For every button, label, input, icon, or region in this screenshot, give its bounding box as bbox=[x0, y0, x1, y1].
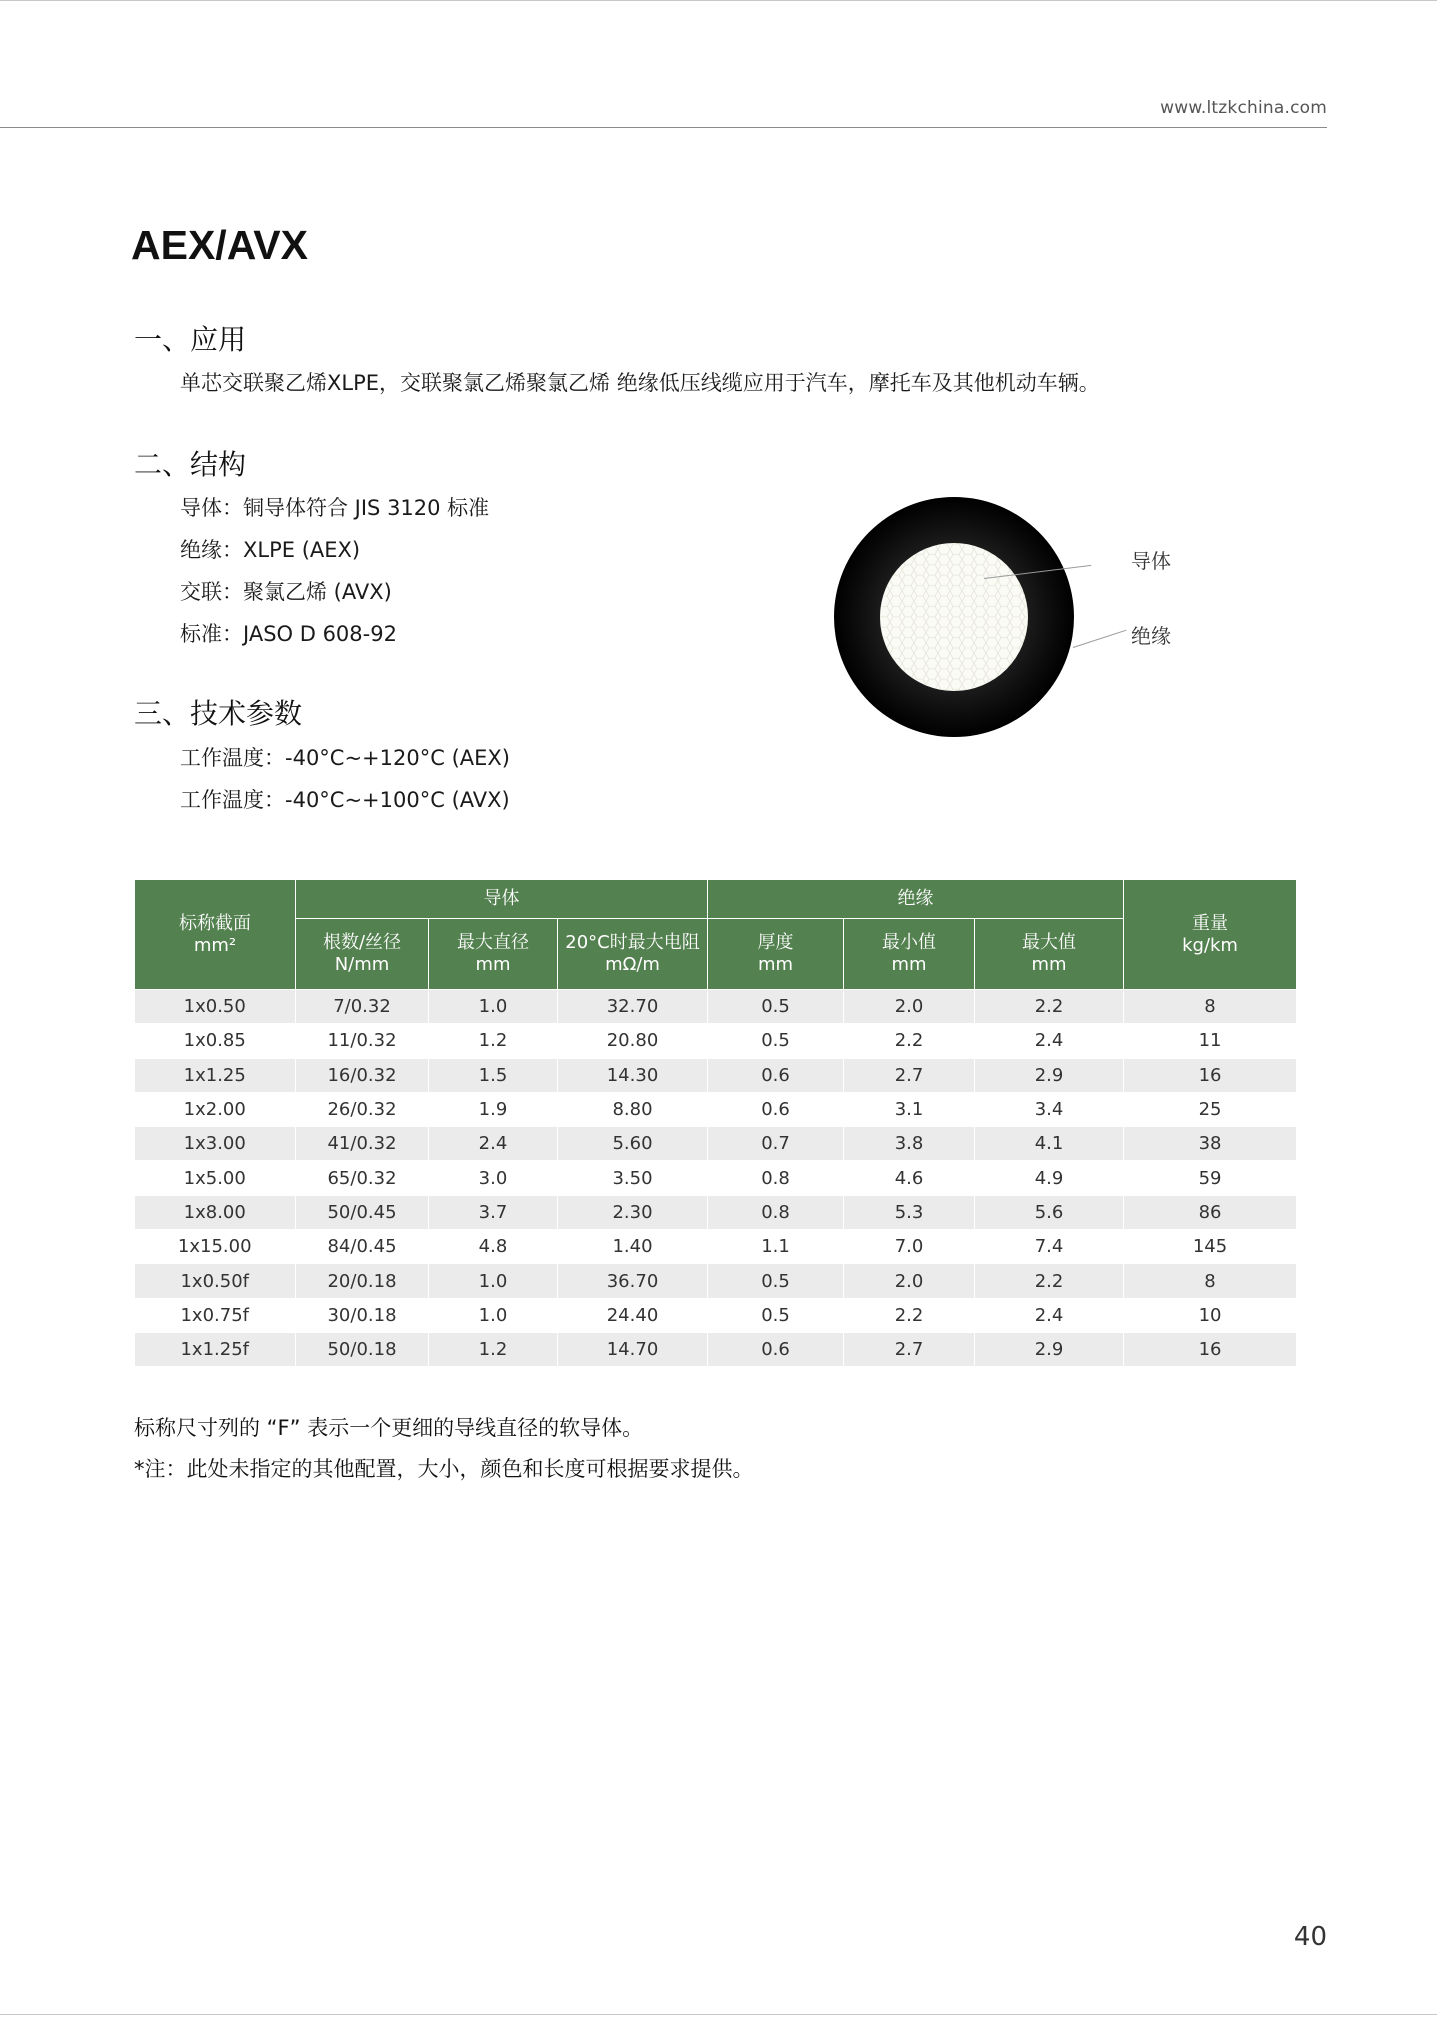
table-cell: 8 bbox=[1124, 990, 1297, 1024]
table-cell: 16 bbox=[1124, 1058, 1297, 1092]
table-cell: 2.0 bbox=[844, 990, 975, 1024]
structure-line-crosslink: 交联：聚氯乙烯 (AVX) bbox=[180, 580, 392, 604]
table-cell: 2.0 bbox=[844, 1264, 975, 1298]
header-min-value: 最小值 mm bbox=[844, 919, 975, 990]
table-cell: 0.6 bbox=[708, 1058, 844, 1092]
table-cell: 84/0.45 bbox=[296, 1230, 429, 1264]
table-cell: 65/0.32 bbox=[296, 1161, 429, 1195]
page-title: AEX/AVX bbox=[131, 222, 308, 268]
table-cell: 8.80 bbox=[558, 1092, 708, 1126]
label-insulation: 绝缘 bbox=[1131, 624, 1171, 648]
table-cell: 4.6 bbox=[844, 1161, 975, 1195]
table-row bbox=[135, 1195, 1297, 1229]
temp-line-aex: 工作温度：-40°C~+120°C (AEX) bbox=[180, 746, 510, 770]
section-heading-application: 一、应用 bbox=[134, 323, 247, 356]
table-cell: 1x1.25f bbox=[135, 1332, 296, 1366]
table-cell: 2.2 bbox=[975, 990, 1124, 1024]
section-heading-technical: 三、技术参数 bbox=[134, 697, 303, 730]
table-cell: 30/0.18 bbox=[296, 1298, 429, 1332]
table-row bbox=[135, 1024, 1297, 1058]
top-border bbox=[0, 0, 1437, 1]
header-divider bbox=[0, 127, 1327, 128]
table-cell: 32.70 bbox=[558, 990, 708, 1024]
table-cell: 1.2 bbox=[429, 1332, 558, 1366]
table-cell: 50/0.45 bbox=[296, 1195, 429, 1229]
table-cell: 3.1 bbox=[844, 1092, 975, 1126]
table-cell: 0.6 bbox=[708, 1332, 844, 1366]
table-cell: 1.0 bbox=[429, 1264, 558, 1298]
table-cell: 41/0.32 bbox=[296, 1127, 429, 1161]
table-row bbox=[135, 1092, 1297, 1126]
table-cell: 1x0.50 bbox=[135, 990, 296, 1024]
table-row bbox=[135, 990, 1297, 1024]
table-cell: 20/0.18 bbox=[296, 1264, 429, 1298]
table-cell: 2.2 bbox=[844, 1024, 975, 1058]
insulation-leader-line bbox=[1073, 630, 1127, 648]
table-cell: 0.6 bbox=[708, 1092, 844, 1126]
table-cell: 24.40 bbox=[558, 1298, 708, 1332]
specification-table bbox=[134, 879, 1297, 1367]
table-cell: 11/0.32 bbox=[296, 1024, 429, 1058]
table-cell: 0.5 bbox=[708, 1264, 844, 1298]
table-cell: 2.30 bbox=[558, 1195, 708, 1229]
table-cell: 26/0.32 bbox=[296, 1092, 429, 1126]
table-cell: 0.7 bbox=[708, 1127, 844, 1161]
table-cell: 3.50 bbox=[558, 1161, 708, 1195]
header-weight: 重量 kg/km bbox=[1124, 880, 1297, 990]
table-cell: 7.4 bbox=[975, 1230, 1124, 1264]
header-thickness: 厚度 mm bbox=[708, 919, 844, 990]
structure-line-conductor: 导体：铜导体符合 JIS 3120 标准 bbox=[180, 496, 490, 520]
table-cell: 2.7 bbox=[844, 1058, 975, 1092]
table-cell: 8 bbox=[1124, 1264, 1297, 1298]
table-cell: 36.70 bbox=[558, 1264, 708, 1298]
table-cell: 0.5 bbox=[708, 1024, 844, 1058]
table-cell: 1.2 bbox=[429, 1024, 558, 1058]
table-cell: 2.4 bbox=[975, 1024, 1124, 1058]
table-cell: 14.70 bbox=[558, 1332, 708, 1366]
table-cell: 1.9 bbox=[429, 1092, 558, 1126]
table-row bbox=[135, 1230, 1297, 1264]
table-cell: 1x2.00 bbox=[135, 1092, 296, 1126]
structure-line-standard: 标准：JASO D 608-92 bbox=[180, 622, 397, 646]
table-cell: 2.2 bbox=[844, 1298, 975, 1332]
application-text: 单芯交联聚乙烯XLPE，交联聚氯乙烯聚氯乙烯 绝缘低压线缆应用于汽车，摩托车及其他机动车辆。 bbox=[180, 371, 1100, 395]
table-cell: 2.7 bbox=[844, 1332, 975, 1366]
table-cell: 16/0.32 bbox=[296, 1058, 429, 1092]
table-cell: 10 bbox=[1124, 1298, 1297, 1332]
header-max-value: 最大值 mm bbox=[975, 919, 1124, 990]
table-cell: 4.8 bbox=[429, 1230, 558, 1264]
table-cell: 3.7 bbox=[429, 1195, 558, 1229]
temp-line-avx: 工作温度：-40°C~+100°C (AVX) bbox=[180, 788, 510, 812]
table-cell: 2.4 bbox=[429, 1127, 558, 1161]
table-cell: 25 bbox=[1124, 1092, 1297, 1126]
table-cell: 5.3 bbox=[844, 1195, 975, 1229]
table-cell: 1x0.85 bbox=[135, 1024, 296, 1058]
table-cell: 145 bbox=[1124, 1230, 1297, 1264]
table-cell: 59 bbox=[1124, 1161, 1297, 1195]
table-cell: 38 bbox=[1124, 1127, 1297, 1161]
table-cell: 5.6 bbox=[975, 1195, 1124, 1229]
table-cell: 11 bbox=[1124, 1024, 1297, 1058]
table-cell: 2.2 bbox=[975, 1264, 1124, 1298]
header-group-insulation: 绝缘 bbox=[708, 880, 1124, 919]
table-cell: 1.0 bbox=[429, 1298, 558, 1332]
structure-line-insulation: 绝缘：XLPE (AEX) bbox=[180, 538, 361, 562]
table-row bbox=[135, 1332, 1297, 1366]
header-resistance: 20°C时最大电阻 mΩ/m bbox=[558, 919, 708, 990]
table-cell: 1x0.50f bbox=[135, 1264, 296, 1298]
table-cell: 20.80 bbox=[558, 1024, 708, 1058]
table-cell: 1.40 bbox=[558, 1230, 708, 1264]
table-cell: 3.0 bbox=[429, 1161, 558, 1195]
note-f-suffix: 标称尺寸列的 “F” 表示一个更细的导线直径的软导体。 bbox=[134, 1416, 644, 1440]
table-cell: 4.1 bbox=[975, 1127, 1124, 1161]
table-row bbox=[135, 1058, 1297, 1092]
table-cell: 2.4 bbox=[975, 1298, 1124, 1332]
header-nominal: 标称截面 mm² bbox=[135, 880, 296, 990]
table-cell: 1x1.25 bbox=[135, 1058, 296, 1092]
note-other-configs: *注：此处未指定的其他配置，大小，颜色和长度可根据要求提供。 bbox=[134, 1457, 754, 1481]
label-conductor: 导体 bbox=[1131, 549, 1171, 573]
section-heading-structure: 二、结构 bbox=[134, 448, 247, 481]
table-cell: 5.60 bbox=[558, 1127, 708, 1161]
table-cell: 1x5.00 bbox=[135, 1161, 296, 1195]
website-url: www.ltzkchina.com bbox=[1160, 98, 1327, 118]
cable-cross-section-diagram bbox=[830, 492, 1080, 742]
table-row bbox=[135, 1127, 1297, 1161]
table-cell: 16 bbox=[1124, 1332, 1297, 1366]
table-cell: 86 bbox=[1124, 1195, 1297, 1229]
table-row bbox=[135, 1161, 1297, 1195]
table-cell: 7.0 bbox=[844, 1230, 975, 1264]
table-cell: 0.8 bbox=[708, 1161, 844, 1195]
table-cell: 4.9 bbox=[975, 1161, 1124, 1195]
table-cell: 1x0.75f bbox=[135, 1298, 296, 1332]
table-cell: 1x3.00 bbox=[135, 1127, 296, 1161]
table-cell: 2.9 bbox=[975, 1058, 1124, 1092]
header-max-diameter: 最大直径 mm bbox=[429, 919, 558, 990]
table-cell: 1x15.00 bbox=[135, 1230, 296, 1264]
table-cell: 0.5 bbox=[708, 990, 844, 1024]
bottom-border bbox=[0, 2014, 1437, 2015]
table-cell: 1.5 bbox=[429, 1058, 558, 1092]
table-cell: 2.9 bbox=[975, 1332, 1124, 1366]
table-cell: 0.5 bbox=[708, 1298, 844, 1332]
table-cell: 3.8 bbox=[844, 1127, 975, 1161]
table-cell: 1.1 bbox=[708, 1230, 844, 1264]
table-cell: 50/0.18 bbox=[296, 1332, 429, 1366]
table-cell: 7/0.32 bbox=[296, 990, 429, 1024]
table-cell: 3.4 bbox=[975, 1092, 1124, 1126]
table-cell: 0.8 bbox=[708, 1195, 844, 1229]
page-number: 40 bbox=[1293, 1922, 1327, 1952]
table-cell: 14.30 bbox=[558, 1058, 708, 1092]
table-cell: 1x8.00 bbox=[135, 1195, 296, 1229]
header-group-conductor: 导体 bbox=[296, 880, 708, 919]
table-row bbox=[135, 1298, 1297, 1332]
table-row bbox=[135, 1264, 1297, 1298]
header-strands: 根数/丝径 N/mm bbox=[296, 919, 429, 990]
table-cell: 1.0 bbox=[429, 990, 558, 1024]
